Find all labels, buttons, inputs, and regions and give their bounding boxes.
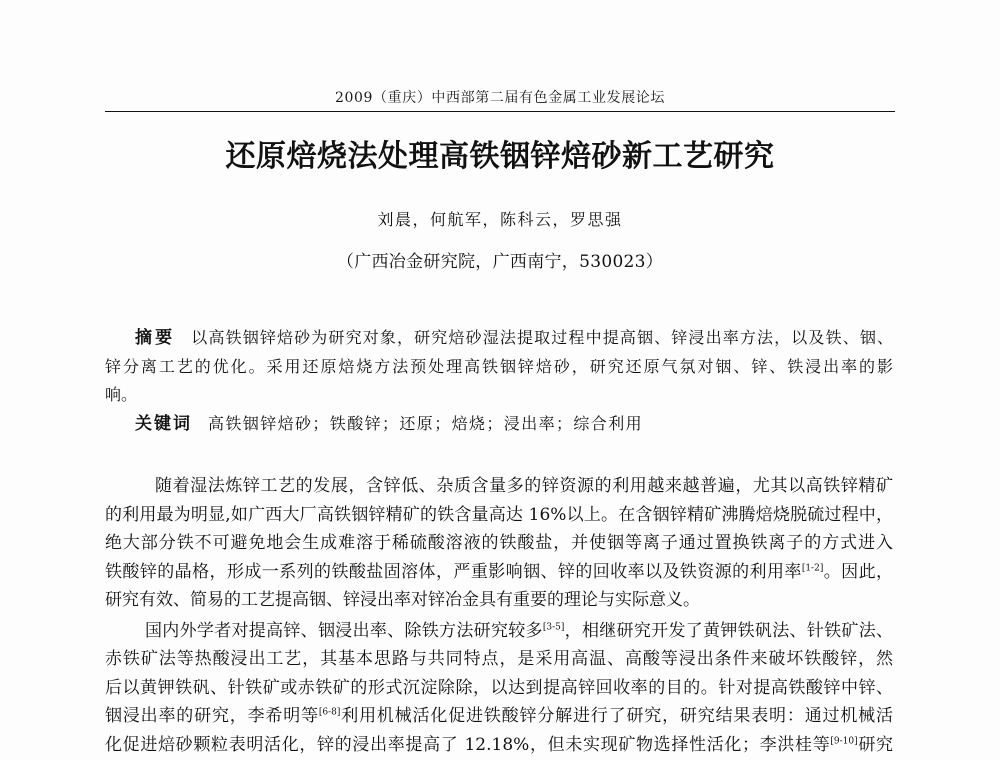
abstract-line: [105, 353, 893, 382]
citation-superscript: [3-5]: [542, 621, 565, 632]
line-text: 随着湿法炼锌工艺的发展，含锌低、杂质含量多的锌资源的利用越来越普遍，尤其以高铁锌精矿: [155, 476, 893, 496]
citation-superscript: [1-2]: [801, 562, 824, 573]
paper-title: 还原焙烧法处理高铁铟锌焙砂新工艺研究: [225, 139, 775, 174]
abstract-line: [105, 381, 893, 410]
line-text: 利用机械活化促进铁酸锌分解进行了研究，研究结果表明：通过机械活: [340, 706, 893, 726]
line-text: 铁酸锌的晶格，形成一系列的铁酸盐固溶体，严重影响铟、锌的回收率以及铁资源的利用率: [105, 561, 802, 582]
paragraph: [105, 617, 893, 760]
line-text: 研究有效、简易的工艺提高铟、锌浸出率对锌冶金具有重要的理论与实际意义。: [105, 590, 700, 610]
body-line: [105, 702, 893, 731]
keywords: [105, 410, 893, 439]
body-line: [105, 617, 893, 646]
citation-superscript: [9-10]: [830, 735, 858, 746]
line-text: 响。: [105, 385, 138, 404]
line-text: 化促进焙砂颗粒表明活化，锌的浸出率提高了 12.18%，但未实现矿物选择性活化；李洪桂等: [105, 734, 831, 755]
body-line: [105, 674, 893, 703]
abstract-label: 摘要: [135, 328, 176, 348]
header-rule: [105, 111, 895, 112]
abstract-line: [105, 324, 893, 353]
line-text: 国内外学者对提高锌、铟浸出率、除铁方法研究较多: [145, 620, 543, 641]
body-text: [105, 472, 893, 759]
body-line: [105, 731, 893, 760]
body-line: [105, 529, 893, 558]
line-text: 铟浸出率的研究，李希明等: [105, 706, 319, 726]
keywords-label: 关键词: [135, 413, 192, 434]
line-text: 绝大部分铁不可避免地会生成难溶于稀硫酸溶液的铁酸盐，并使铟等离子通过置换铁离子的方式进入: [105, 533, 893, 553]
paragraph: [105, 472, 893, 615]
conference-header: 2009（重庆）中西部第二届有色金属工业发展论坛: [334, 90, 666, 106]
line-text: 研究: [857, 734, 893, 755]
body-line: [105, 586, 893, 615]
line-text: 以高铁铟锌焙砂为研究对象，研究焙砂湿法提取过程中提高铟、锌浸出率方法，以及铁、铟、: [191, 328, 893, 347]
body-line: [105, 501, 893, 530]
line-text: 后以黄钾铁矾、针铁矿或赤铁矿的形式沉淀除除，以达到提高锌回收率的目的。针对提高铁酸锌中锌、: [105, 677, 893, 698]
citation-superscript: [6-8]: [318, 707, 341, 718]
body-line: [105, 472, 893, 501]
line-text: 锌分离工艺的优化。采用还原焙烧方法预处理高铁铟锌焙砂，研究还原气氛对铟、锌、铁浸出率的影: [105, 356, 893, 376]
line-text: 的利用最为明显,如广西大厂高铁铟锌精矿的铁含量高达 16%以上。在含铟锌精矿沸腾焙烧脱硫过程中，: [105, 504, 893, 525]
author-list: 刘晨，何航军，陈科云，罗思强: [377, 210, 623, 229]
line-text: 赤铁矿法等热酸浸出工艺，其基本思路与共同特点，是采用高温、高酸等浸出条件来破坏铁酸锌，然: [105, 649, 893, 669]
body-line: [105, 558, 893, 587]
affiliation: （广西冶金研究院，广西南宁，530023）: [336, 252, 664, 272]
line-text: ，相继研究开发了黄钾铁矾法、针铁矿法、: [564, 620, 893, 641]
abstract: [105, 324, 893, 438]
keywords-text: 高铁铟锌焙砂；铁酸锌；还原；焙烧；浸出率；综合利用: [208, 413, 644, 433]
line-text: 。因此，: [823, 561, 893, 582]
body-line: [105, 645, 893, 674]
